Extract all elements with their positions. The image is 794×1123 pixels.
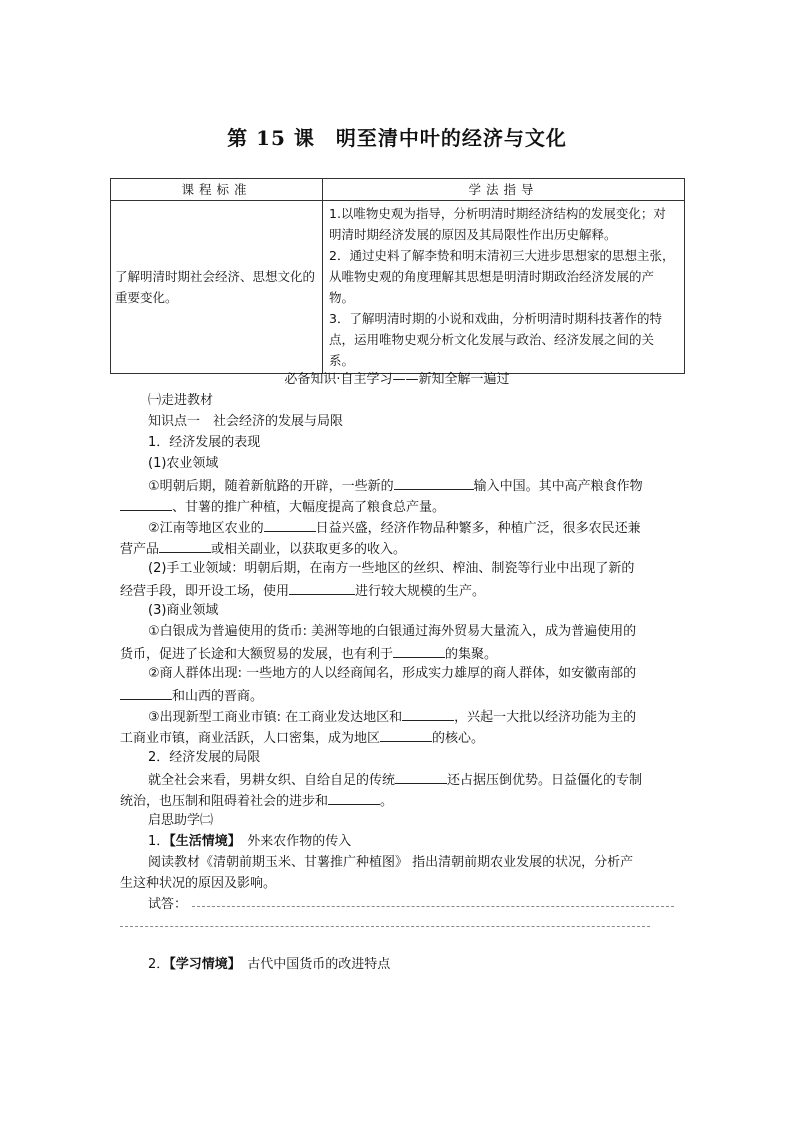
para-agri-2-cont xyxy=(120,539,406,559)
para-handicraft-cont xyxy=(120,581,485,601)
scenario-number: 2． xyxy=(148,957,170,972)
text-segment: 还占据压倒优势。日益僵化的专制 xyxy=(447,773,643,788)
fill-blank[interactable] xyxy=(289,581,355,595)
scenario-tag: 【学习情境】 xyxy=(169,957,235,972)
fill-blank[interactable] xyxy=(380,728,432,742)
scenario-1-question-cont: 生这种状况的原因及影响。 xyxy=(120,876,277,891)
subheading-limitations: 2．经济发展的局限 xyxy=(148,750,261,765)
text-segment: 经营手段，即开设工场，使用 xyxy=(120,584,290,599)
fill-blank[interactable] xyxy=(120,686,172,700)
subheading-commerce: (3)商业领域 xyxy=(148,603,219,618)
fill-blank[interactable] xyxy=(393,644,445,658)
guide-item-2: 2．通过史料了解李贽和明末清初三大进步思想家的思想主张，从唯物史观的角度理解其思想是明清时期政治经济发展的产物。 xyxy=(329,248,675,305)
heading-into-textbook: ㈠走进教材 xyxy=(148,393,214,408)
scenario-2-heading xyxy=(148,956,390,974)
section-title: 必备知识·自主学习——新知全解一遍过 xyxy=(284,372,510,387)
para-limitations xyxy=(148,770,642,790)
text-segment: 工商业市镇，商业活跃，人口密集，成为地区 xyxy=(120,731,381,746)
guide-item-1: 1.以唯物史观为指导，分析明清时期经济结构的发展变化；对明清时期经济发展的原因及其局限性作出历史解释。 xyxy=(329,206,666,242)
para-handicraft: (2)手工业领域：明朝后期，在南方一些地区的丝织、榨油、制瓷等行业中出现了新的 xyxy=(148,561,635,576)
text-segment: 的核心。 xyxy=(432,731,485,746)
para-merchants-cont xyxy=(120,686,263,706)
fill-blank[interactable] xyxy=(402,707,454,721)
para-agri-2 xyxy=(148,518,641,538)
curriculum-standard-text: 了解明清时期社会经济、思想文化的重要变化。 xyxy=(111,201,323,374)
text-segment: 输入中国。其中高产粮食作物 xyxy=(473,479,643,494)
answer-label: 试答： xyxy=(148,897,188,912)
text-segment: 统治，也压制和阻碍着社会的进步和 xyxy=(120,794,329,809)
para-agri-1 xyxy=(148,476,643,496)
scenario-1-heading xyxy=(148,833,351,851)
answer-line[interactable] xyxy=(192,906,674,907)
text-segment: 货币，促进了长途和大额贸易的发展，也有利于 xyxy=(120,647,394,662)
guide-item-3: 3．了解明清时期的小说和戏曲，分析明清时期科技著作的特点，运用唯物史观分析文化发展与政治、经济发展之间的关系。 xyxy=(329,311,662,368)
text-segment: 的集聚。 xyxy=(445,647,498,662)
para-limitations-cont xyxy=(120,791,393,811)
scenario-tag: 【生活情境】 xyxy=(169,834,235,849)
text-segment: 进行较大规模的生产。 xyxy=(355,584,486,599)
text-segment: 、甘薯的推广种植，大幅度提高了粮食总产量。 xyxy=(172,500,446,515)
subheading-performance: 1．经济发展的表现 xyxy=(148,435,261,450)
fill-blank[interactable] xyxy=(395,770,447,784)
text-segment: 或相关副业，以获取更多的收入。 xyxy=(211,542,407,557)
text-segment: 和山西的晋商。 xyxy=(172,689,264,704)
subheading-agriculture: (1)农业领域 xyxy=(148,456,219,471)
fill-blank[interactable] xyxy=(394,476,474,490)
para-towns-cont xyxy=(120,728,484,748)
fill-blank[interactable] xyxy=(328,791,380,805)
text-segment: ③出现新型工商业市镇: 在工商业发达地区和 xyxy=(148,710,403,725)
scenario-title: 古代中国货币的改进特点 xyxy=(234,957,391,972)
fill-blank[interactable] xyxy=(159,539,211,553)
fill-blank[interactable] xyxy=(120,497,172,511)
text-segment: 营产品 xyxy=(120,542,160,557)
text-segment: ①明朝后期，随着新航路的开辟，一些新的 xyxy=(148,479,394,494)
fill-blank[interactable] xyxy=(264,518,316,532)
para-silver: ①白银成为普遍使用的货币: 美洲等地的白银通过海外贸易大量流入，成为普遍使用的 xyxy=(148,624,637,639)
heading-inspire: 启思助学㈡ xyxy=(148,813,214,828)
header-curriculum-standard: 课程标准 xyxy=(111,179,323,201)
text-segment: 就全社会来看，男耕女织、自给自足的传统 xyxy=(148,773,396,788)
para-towns xyxy=(148,707,636,727)
text-segment: 。 xyxy=(380,794,394,809)
text-segment: 日益兴盛，经济作物品种繁多，种植广泛，很多农民还兼 xyxy=(315,521,641,536)
para-merchants: ②商人群体出现: 一些地方的人以经商闻名，形成实力雄厚的商人群体，如安徽南部的 xyxy=(148,666,637,681)
lesson-title: 第 15 课 明至清中叶的经济与文化 xyxy=(227,126,567,150)
scenario-title: 外来农作物的传入 xyxy=(234,834,352,849)
study-guide-cell xyxy=(323,201,685,374)
para-agri-1-cont xyxy=(120,497,445,517)
text-segment: ，兴起一大批以经济功能为主的 xyxy=(454,710,637,725)
knowledge-point-1: 知识点一 社会经济的发展与局限 xyxy=(148,414,344,429)
scenario-1-question: 阅读教材《清朝前期玉米、甘薯推广种植图》 指出清朝前期农业发展的状况，分析产 xyxy=(148,855,634,870)
para-silver-cont xyxy=(120,644,497,664)
text-segment: ②江南等地区农业的 xyxy=(148,521,264,536)
answer-line[interactable] xyxy=(120,926,650,927)
curriculum-table xyxy=(110,178,685,374)
scenario-number: 1． xyxy=(148,834,170,849)
header-study-guide: 学法指导 xyxy=(323,179,685,201)
